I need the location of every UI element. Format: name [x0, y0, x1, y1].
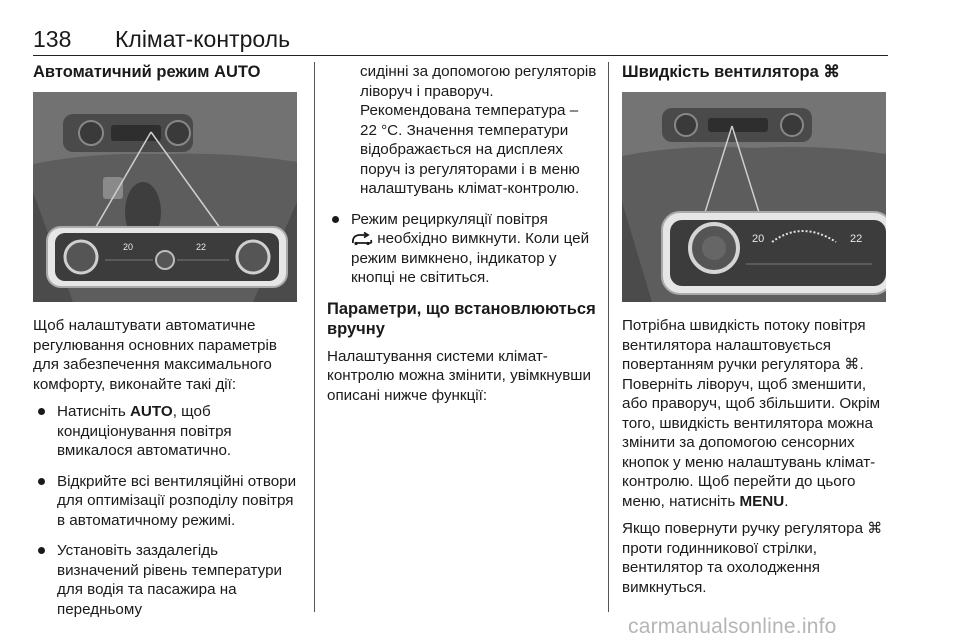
menu-button-label: MENU: [739, 492, 785, 510]
column-2: [327, 62, 597, 405]
column-divider-2: [608, 62, 609, 612]
bullet-icon: [38, 408, 45, 415]
climate-panel-photo-auto: [33, 92, 297, 302]
bullet-icon: [38, 478, 45, 485]
recirculation-icon: [351, 232, 373, 246]
section-heading-manual: Параметри, що встановлюються вручну: [327, 299, 596, 338]
list-item: Відкрийте всі вентиляційні отвори для оптимізації розподілу повітря в автоматичному режимі.: [33, 472, 301, 531]
recirc-list: [327, 210, 597, 288]
fan-paragraph-2: Якщо повернути ручку регулятора ⌘ проти годинникової стрілки, вентилятор та охолодження вимкнуться.: [622, 520, 883, 596]
intro-paragraph: Щоб налаштувати автоматичне регулювання основних параметрів для забезпечення максимального комфорту, виконайте такі дії:: [33, 317, 277, 393]
continued-paragraph: сидінні за допомогою регуляторів ліворуч і праворуч. Рекомендована температура – 22 °C. Значення температури відображається на дисплеях поруч із регуляторами і в меню налаштувань клімат-контролю.: [360, 63, 597, 197]
fan-icon: ⌘: [867, 520, 883, 537]
list-item: Режим рециркуляції повітря необхідно вимкнути. Коли цей режим вимкнено, індикатор у кнопці не світиться.: [327, 210, 597, 288]
section-heading-auto: Автоматичний режим AUTO: [33, 63, 261, 81]
column-3: [622, 62, 890, 597]
watermark: carmanualsonline.info: [628, 615, 837, 638]
fan-icon: ⌘: [823, 63, 840, 81]
list-item: Натисніть AUTO, щоб кондиціонування повітря вмикалося автоматично.: [33, 402, 301, 461]
column-1: [33, 62, 301, 630]
column-divider-1: [314, 62, 315, 612]
page-header: [33, 26, 888, 56]
chapter-title: Клімат-контроль: [115, 26, 291, 52]
panel-right-temp: 22: [850, 233, 863, 245]
manual-paragraph: Налаштування системи клімат-контролю можна змінити, увімкнувши описані нижче функції:: [327, 347, 591, 404]
bullet-icon: [332, 216, 339, 223]
panel-left-temp: 20: [123, 242, 134, 252]
auto-button-label: AUTO: [129, 403, 173, 420]
section-heading-fan-speed: Швидкість вентилятора ⌘: [622, 63, 840, 81]
fan-paragraph-1: Потрібна швидкість потоку повітря вентилятора налаштовується повертанням ручки регулятора ⌘. Поверніть ліворуч, щоб зменшити, або праворуч, щоб збільшити. Окрім того, швидкість вентилятора можна змінити за допомогою сенсорних кнопок у меню налаштувань клімат-контролю. Щоб перейти до цього меню, натисніть MENU.: [622, 317, 881, 510]
page-number: 138: [33, 26, 72, 52]
list-item: Установіть заздалегідь визначений рівень температури для водія та пасажира на передньому: [33, 541, 301, 619]
fan-icon: ⌘: [844, 356, 860, 373]
bullet-icon: [38, 547, 45, 554]
panel-left-temp: 20: [752, 233, 765, 245]
panel-right-temp: 22: [196, 242, 207, 252]
auto-steps-list: [33, 402, 301, 619]
climate-panel-photo-fan: [622, 92, 886, 302]
